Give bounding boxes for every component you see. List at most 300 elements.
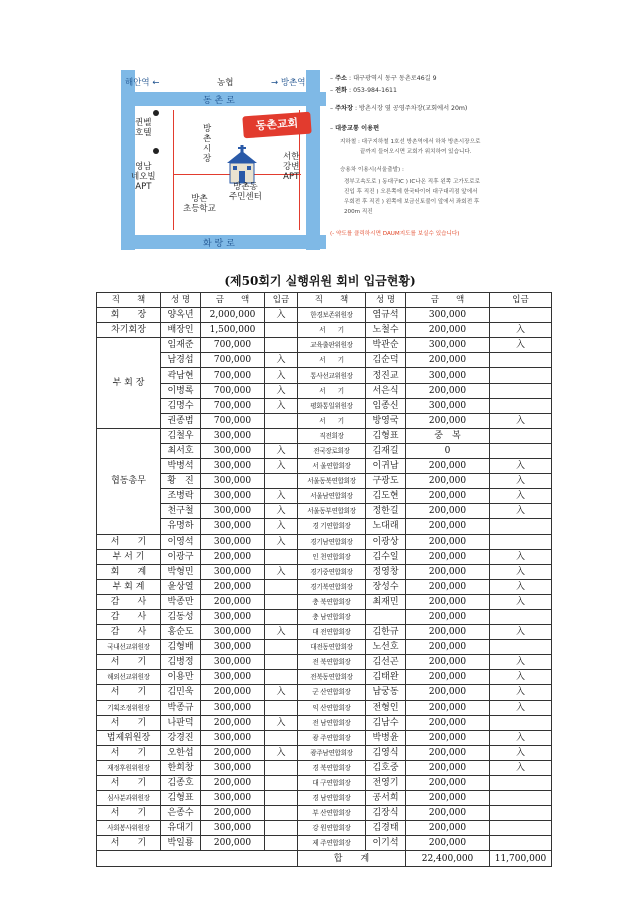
right-role-cell: 대 구연합회장 [298,776,366,791]
left-role-cell: 심사분과위원장 [97,791,161,806]
right-role-cell: 인 천연합회장 [298,549,366,564]
left-paid-cell: 入 [265,489,298,504]
right-name-cell: 서은식 [366,383,406,398]
right-name-cell [366,609,406,624]
road-bottom-label: 화 랑 로 [203,239,235,249]
right-paid-cell [490,383,552,398]
right-role-cell: 전 북연합회장 [298,655,366,670]
right-amount-cell: 200,000 [406,806,490,821]
left-paid-cell [265,700,298,715]
left-paid-cell [265,640,298,655]
table-row [97,308,552,323]
left-paid-cell [265,760,298,775]
left-amount-cell: 700,000 [201,338,265,353]
left-amount-cell: 300,000 [201,519,265,534]
apt-left-label: 영남 네오빌 APT [131,162,156,192]
left-paid-cell: 入 [265,715,298,730]
right-paid-cell: 入 [490,489,552,504]
right-role-cell: 대전동연합회장 [298,640,366,655]
right-role-cell: 한경보존위원장 [298,308,366,323]
table-row [97,594,552,609]
subway-line2: 끝까지 들어오시면 교회가 위치하여 있습니다. [360,149,472,155]
car-label: 승용차 이용시(서울출발) : [340,167,404,173]
table-row [97,353,552,368]
left-role-cell: 해외선교위원장 [97,670,161,685]
left-amount-cell: 300,000 [201,625,265,640]
table-header-cell: 입금 [265,293,298,308]
right-name-cell: 노대래 [366,519,406,534]
right-role-cell: 서울동부연합회장 [298,504,366,519]
right-name-cell: 장성수 [366,579,406,594]
left-role-cell: 서 기 [97,776,161,791]
left-name-cell: 한희창 [161,760,201,775]
right-amount-cell: 중 복 [406,428,490,443]
right-name-cell: 김수일 [366,549,406,564]
right-amount-cell: 200,000 [406,353,490,368]
school-label: 방촌 초등학교 [183,194,216,214]
left-paid-cell [265,609,298,624]
right-name-cell: 이귀남 [366,459,406,474]
right-paid-cell: 入 [490,338,552,353]
right-name-cell: 염규석 [366,308,406,323]
right-amount-cell: 300,000 [406,338,490,353]
left-amount-cell: 300,000 [201,443,265,458]
left-name-cell: 유대기 [161,821,201,836]
right-role-cell: 군 산연합회장 [298,685,366,700]
left-amount-cell: 300,000 [201,489,265,504]
right-role-cell: 서 기 [298,413,366,428]
right-amount-cell: 200,000 [406,459,490,474]
left-paid-cell [265,594,298,609]
left-name-cell: 김형표 [161,791,201,806]
left-amount-cell: 300,000 [201,474,265,489]
left-name-cell: 홍순도 [161,625,201,640]
right-paid-cell [490,776,552,791]
right-name-cell: 전영기 [366,776,406,791]
left-name-cell: 김명수 [161,398,201,413]
right-name-cell: 이기석 [366,836,406,851]
right-amount-cell: 200,000 [406,549,490,564]
total-amount: 22,400,000 [406,851,490,866]
hotel-label: 퀸벨 호텔 [135,118,152,138]
left-name-cell: 황 진 [161,474,201,489]
car-line4: 200m 직진 [344,209,373,215]
right-name-cell: 정영창 [366,564,406,579]
right-paid-cell [490,791,552,806]
left-paid-cell: 入 [265,353,298,368]
table-row [97,791,552,806]
left-name-cell: 이광구 [161,549,201,564]
dues-table [96,292,552,867]
right-paid-cell [490,821,552,836]
right-paid-cell: 入 [490,323,552,338]
right-amount-cell: 200,000 [406,383,490,398]
table-row [97,519,552,534]
left-paid-cell [265,428,298,443]
right-amount-cell: 200,000 [406,776,490,791]
left-name-cell: 나판덕 [161,715,201,730]
apt-right-label: 서한 강변 APT [283,152,300,182]
right-paid-cell: 入 [490,670,552,685]
table-row [97,398,552,413]
left-name-cell: 양옥년 [161,308,201,323]
right-paid-cell [490,715,552,730]
left-role-cell: 법제위원장 [97,730,161,745]
left-amount-cell: 200,000 [201,806,265,821]
right-name-cell: 김영식 [366,745,406,760]
left-paid-cell: 入 [265,519,298,534]
table-row [97,504,552,519]
table-row [97,821,552,836]
church-icon [221,145,263,185]
road-top-label: 동 촌 로 [203,96,235,106]
left-name-cell: 배장인 [161,323,201,338]
left-role-cell: 서 기 [97,655,161,670]
right-role-cell: 강 원연합회장 [298,821,366,836]
right-paid-cell [490,609,552,624]
right-amount-cell: 200,000 [406,323,490,338]
left-name-cell: 이병록 [161,383,201,398]
left-amount-cell: 200,000 [201,776,265,791]
left-amount-cell: 300,000 [201,504,265,519]
left-amount-cell: 200,000 [201,745,265,760]
left-amount-cell: 300,000 [201,534,265,549]
car-line2: 진입 후 직진 ) 오른쪽에 한국타이어 대구대리점 앞에서 [344,189,478,195]
left-amount-cell: 300,000 [201,821,265,836]
right-role-cell: 충 남연합회장 [298,609,366,624]
right-paid-cell: 入 [490,549,552,564]
location-map[interactable] [121,70,326,250]
bangchon-station-label: → 방촌역 [271,78,306,88]
right-role-cell: 제 주연합회장 [298,836,366,851]
map-link-note[interactable]: (- 약도를 클릭하시면 DAUM지도를 보실수 있습니다) [330,231,460,237]
left-role-cell: 감 사 [97,609,161,624]
right-role-cell: 직전회장 [298,428,366,443]
left-name-cell: 이용만 [161,670,201,685]
transit-label: 대중교통 이용편 [335,125,380,132]
right-paid-cell [490,308,552,323]
right-name-cell: 노선호 [366,640,406,655]
table-row [97,579,552,594]
left-role-cell: 감 사 [97,625,161,640]
left-name-cell: 임재준 [161,338,201,353]
left-paid-cell [265,836,298,851]
left-amount-cell: 300,000 [201,640,265,655]
right-role-cell: 경기중연합회장 [298,564,366,579]
right-amount-cell: 200,000 [406,504,490,519]
table-row [97,323,552,338]
right-name-cell: 김선곤 [366,655,406,670]
total-row [97,851,552,866]
left-paid-cell [265,338,298,353]
left-name-cell: 김동성 [161,609,201,624]
left-paid-cell: 入 [265,534,298,549]
right-role-cell: 서울동북연합회장 [298,474,366,489]
right-name-cell: 김형표 [366,428,406,443]
right-paid-cell [490,443,552,458]
left-name-cell: 강경진 [161,730,201,745]
right-name-cell: 김한규 [366,625,406,640]
apt-marker [153,148,159,154]
left-amount-cell: 700,000 [201,353,265,368]
left-name-cell: 김병정 [161,655,201,670]
table-row [97,549,552,564]
table-header-cell: 금 액 [406,293,490,308]
left-paid-cell [265,776,298,791]
right-paid-cell [490,534,552,549]
left-role-cell: 서 기 [97,806,161,821]
table-row [97,489,552,504]
right-name-cell: 김재길 [366,443,406,458]
table-row [97,534,552,549]
right-amount-cell: 200,000 [406,745,490,760]
table-header-cell: 입금 [490,293,552,308]
left-role-cell: 서 기 [97,715,161,730]
table-header-cell: 성 명 [366,293,406,308]
left-name-cell: 천구철 [161,504,201,519]
left-amount-cell: 300,000 [201,564,265,579]
left-paid-cell [265,474,298,489]
right-name-cell: 김호중 [366,760,406,775]
right-amount-cell: 200,000 [406,700,490,715]
left-role-cell: 회 계 [97,564,161,579]
right-role-cell: 대 전연합회장 [298,625,366,640]
right-role-cell: 서 기 [298,383,366,398]
left-role-cell: 회 장 [97,308,161,323]
right-name-cell: 김남수 [366,715,406,730]
left-amount-cell: 200,000 [201,594,265,609]
left-role-cell: 서 기 [97,836,161,851]
left-paid-cell: 入 [265,504,298,519]
left-paid-cell: 入 [265,383,298,398]
right-name-cell: 전형인 [366,700,406,715]
table-row [97,806,552,821]
left-name-cell: 오한섭 [161,745,201,760]
table-row [97,368,552,383]
table-header-cell: 성 명 [161,293,201,308]
left-name-cell: 김철우 [161,428,201,443]
left-amount-cell: 200,000 [201,715,265,730]
right-paid-cell: 入 [490,625,552,640]
right-name-cell: 남궁동 [366,685,406,700]
car-line1: 경부고속도로 ) 동대구IC ) IC나온 직후 왼쪽 고가도로로 [344,179,480,185]
right-role-cell: 서울남연합회장 [298,489,366,504]
left-role-cell: 기획조정위원장 [97,700,161,715]
left-amount-cell: 300,000 [201,760,265,775]
right-role-cell: 경 북연합회장 [298,760,366,775]
right-amount-cell: 200,000 [406,836,490,851]
left-role-cell: 서 기 [97,534,161,549]
right-role-cell: 전국장로회장 [298,443,366,458]
table-row [97,474,552,489]
right-role-cell: 경기북연합회장 [298,579,366,594]
right-role-cell: 광 주연합회장 [298,730,366,745]
table-row [97,564,552,579]
left-name-cell: 박병석 [161,459,201,474]
phone-label: 전화 [335,87,348,94]
table-row [97,685,552,700]
table-row [97,700,552,715]
table-row [97,745,552,760]
left-amount-cell: 700,000 [201,398,265,413]
table-row [97,655,552,670]
table-row [97,640,552,655]
left-paid-cell [265,791,298,806]
market-street-label: 방 촌 시 장 [203,124,212,164]
table-row [97,670,552,685]
left-role-cell: 부 회 장 [97,338,161,429]
left-amount-cell: 300,000 [201,459,265,474]
left-role-cell: 국내선교위원장 [97,640,161,655]
right-paid-cell: 入 [490,655,552,670]
page-title: (제50회기 실행위원 회비 입금현황) [224,274,416,288]
right-amount-cell: 200,000 [406,791,490,806]
left-paid-cell [265,730,298,745]
left-amount-cell: 300,000 [201,428,265,443]
table-header-cell: 직 책 [97,293,161,308]
right-amount-cell: 200,000 [406,685,490,700]
left-paid-cell [265,323,298,338]
left-role-cell: 사회봉사위원장 [97,821,161,836]
nonghyup-label: 농협 [217,78,234,88]
right-role-cell: 통사선교위원장 [298,368,366,383]
right-amount-cell: 200,000 [406,534,490,549]
left-role-cell: 서 기 [97,685,161,700]
right-role-cell: 교육출판위원장 [298,338,366,353]
right-amount-cell: 200,000 [406,670,490,685]
right-paid-cell: 入 [490,685,552,700]
right-paid-cell: 入 [490,700,552,715]
left-name-cell: 박종규 [161,700,201,715]
left-name-cell: 김종호 [161,776,201,791]
left-amount-cell: 700,000 [201,383,265,398]
right-name-cell: 김도현 [366,489,406,504]
left-name-cell: 김민욱 [161,685,201,700]
left-name-cell: 조병락 [161,489,201,504]
total-spacer [97,851,298,866]
left-role-cell: 감 사 [97,594,161,609]
right-paid-cell [490,519,552,534]
right-amount-cell: 200,000 [406,821,490,836]
table-row [97,776,552,791]
left-paid-cell: 入 [265,368,298,383]
table-header-row [97,293,552,308]
left-paid-cell [265,821,298,836]
table-row [97,443,552,458]
left-road [121,70,135,250]
right-name-cell: 최재민 [366,594,406,609]
left-paid-cell: 入 [265,398,298,413]
right-amount-cell: 200,000 [406,760,490,775]
left-role-cell: 협동총무 [97,428,161,534]
right-amount-cell: 200,000 [406,594,490,609]
left-paid-cell [265,655,298,670]
right-name-cell: 정진교 [366,368,406,383]
table-row [97,413,552,428]
right-role-cell: 평화통일위원장 [298,398,366,413]
right-name-cell: 노철수 [366,323,406,338]
table-header-cell: 금 액 [201,293,265,308]
left-amount-cell: 700,000 [201,413,265,428]
left-name-cell: 이영석 [161,534,201,549]
right-role-cell: 전북동연합회장 [298,670,366,685]
left-paid-cell [265,579,298,594]
left-amount-cell: 300,000 [201,655,265,670]
right-role-cell: 서 울연합회장 [298,459,366,474]
right-paid-cell: 入 [490,504,552,519]
left-role-cell: 부 서 기 [97,549,161,564]
right-role-cell: 경 기연합회장 [298,519,366,534]
left-name-cell: 유명하 [161,519,201,534]
right-amount-cell: 200,000 [406,655,490,670]
right-name-cell: 김경태 [366,821,406,836]
right-paid-cell: 入 [490,730,552,745]
left-paid-cell: 入 [265,308,298,323]
left-paid-cell: 入 [265,745,298,760]
left-role-cell: 서 기 [97,745,161,760]
left-name-cell: 최서호 [161,443,201,458]
right-name-cell: 김순덕 [366,353,406,368]
left-name-cell: 곽남현 [161,368,201,383]
left-amount-cell: 200,000 [201,836,265,851]
route-line-left [173,110,174,230]
hotel-marker [153,110,159,116]
address-value: 대구광역시 동구 동촌로46길 9 [353,75,437,82]
table-row [97,383,552,398]
left-name-cell: 남경섭 [161,353,201,368]
address-label: 주소 [335,75,348,82]
left-role-cell: 차기회장 [97,323,161,338]
total-paid: 11,700,000 [490,851,552,866]
right-name-cell: 김장식 [366,806,406,821]
left-name-cell: 김형배 [161,640,201,655]
right-name-cell: 박병윤 [366,730,406,745]
right-amount-cell: 200,000 [406,413,490,428]
right-paid-cell: 入 [490,413,552,428]
left-amount-cell: 300,000 [201,700,265,715]
right-paid-cell: 入 [490,760,552,775]
left-amount-cell: 1,500,000 [201,323,265,338]
table-header-cell: 직 책 [298,293,366,308]
right-amount-cell: 200,000 [406,640,490,655]
right-amount-cell: 200,000 [406,489,490,504]
right-amount-cell: 200,000 [406,715,490,730]
right-paid-cell: 入 [490,745,552,760]
left-paid-cell: 入 [265,625,298,640]
right-paid-cell [490,640,552,655]
right-amount-cell: 200,000 [406,564,490,579]
left-paid-cell [265,806,298,821]
right-paid-cell: 入 [490,594,552,609]
right-amount-cell: 200,000 [406,730,490,745]
table-row [97,715,552,730]
left-paid-cell [265,549,298,564]
right-role-cell: 서 기 [298,323,366,338]
right-amount-cell: 200,000 [406,625,490,640]
right-amount-cell: 200,000 [406,519,490,534]
right-amount-cell: 300,000 [406,398,490,413]
right-role-cell: 충 북연합회장 [298,594,366,609]
right-role-cell: 경기남연합회장 [298,534,366,549]
table-row [97,730,552,745]
right-role-cell: 익 산연합회장 [298,700,366,715]
left-amount-cell: 200,000 [201,579,265,594]
right-paid-cell: 入 [490,564,552,579]
right-paid-cell: 入 [490,459,552,474]
church-name-banner: 동촌교회 [242,112,311,139]
left-role-cell: 재정후원위원장 [97,760,161,775]
right-role-cell: 부 산연합회장 [298,806,366,821]
